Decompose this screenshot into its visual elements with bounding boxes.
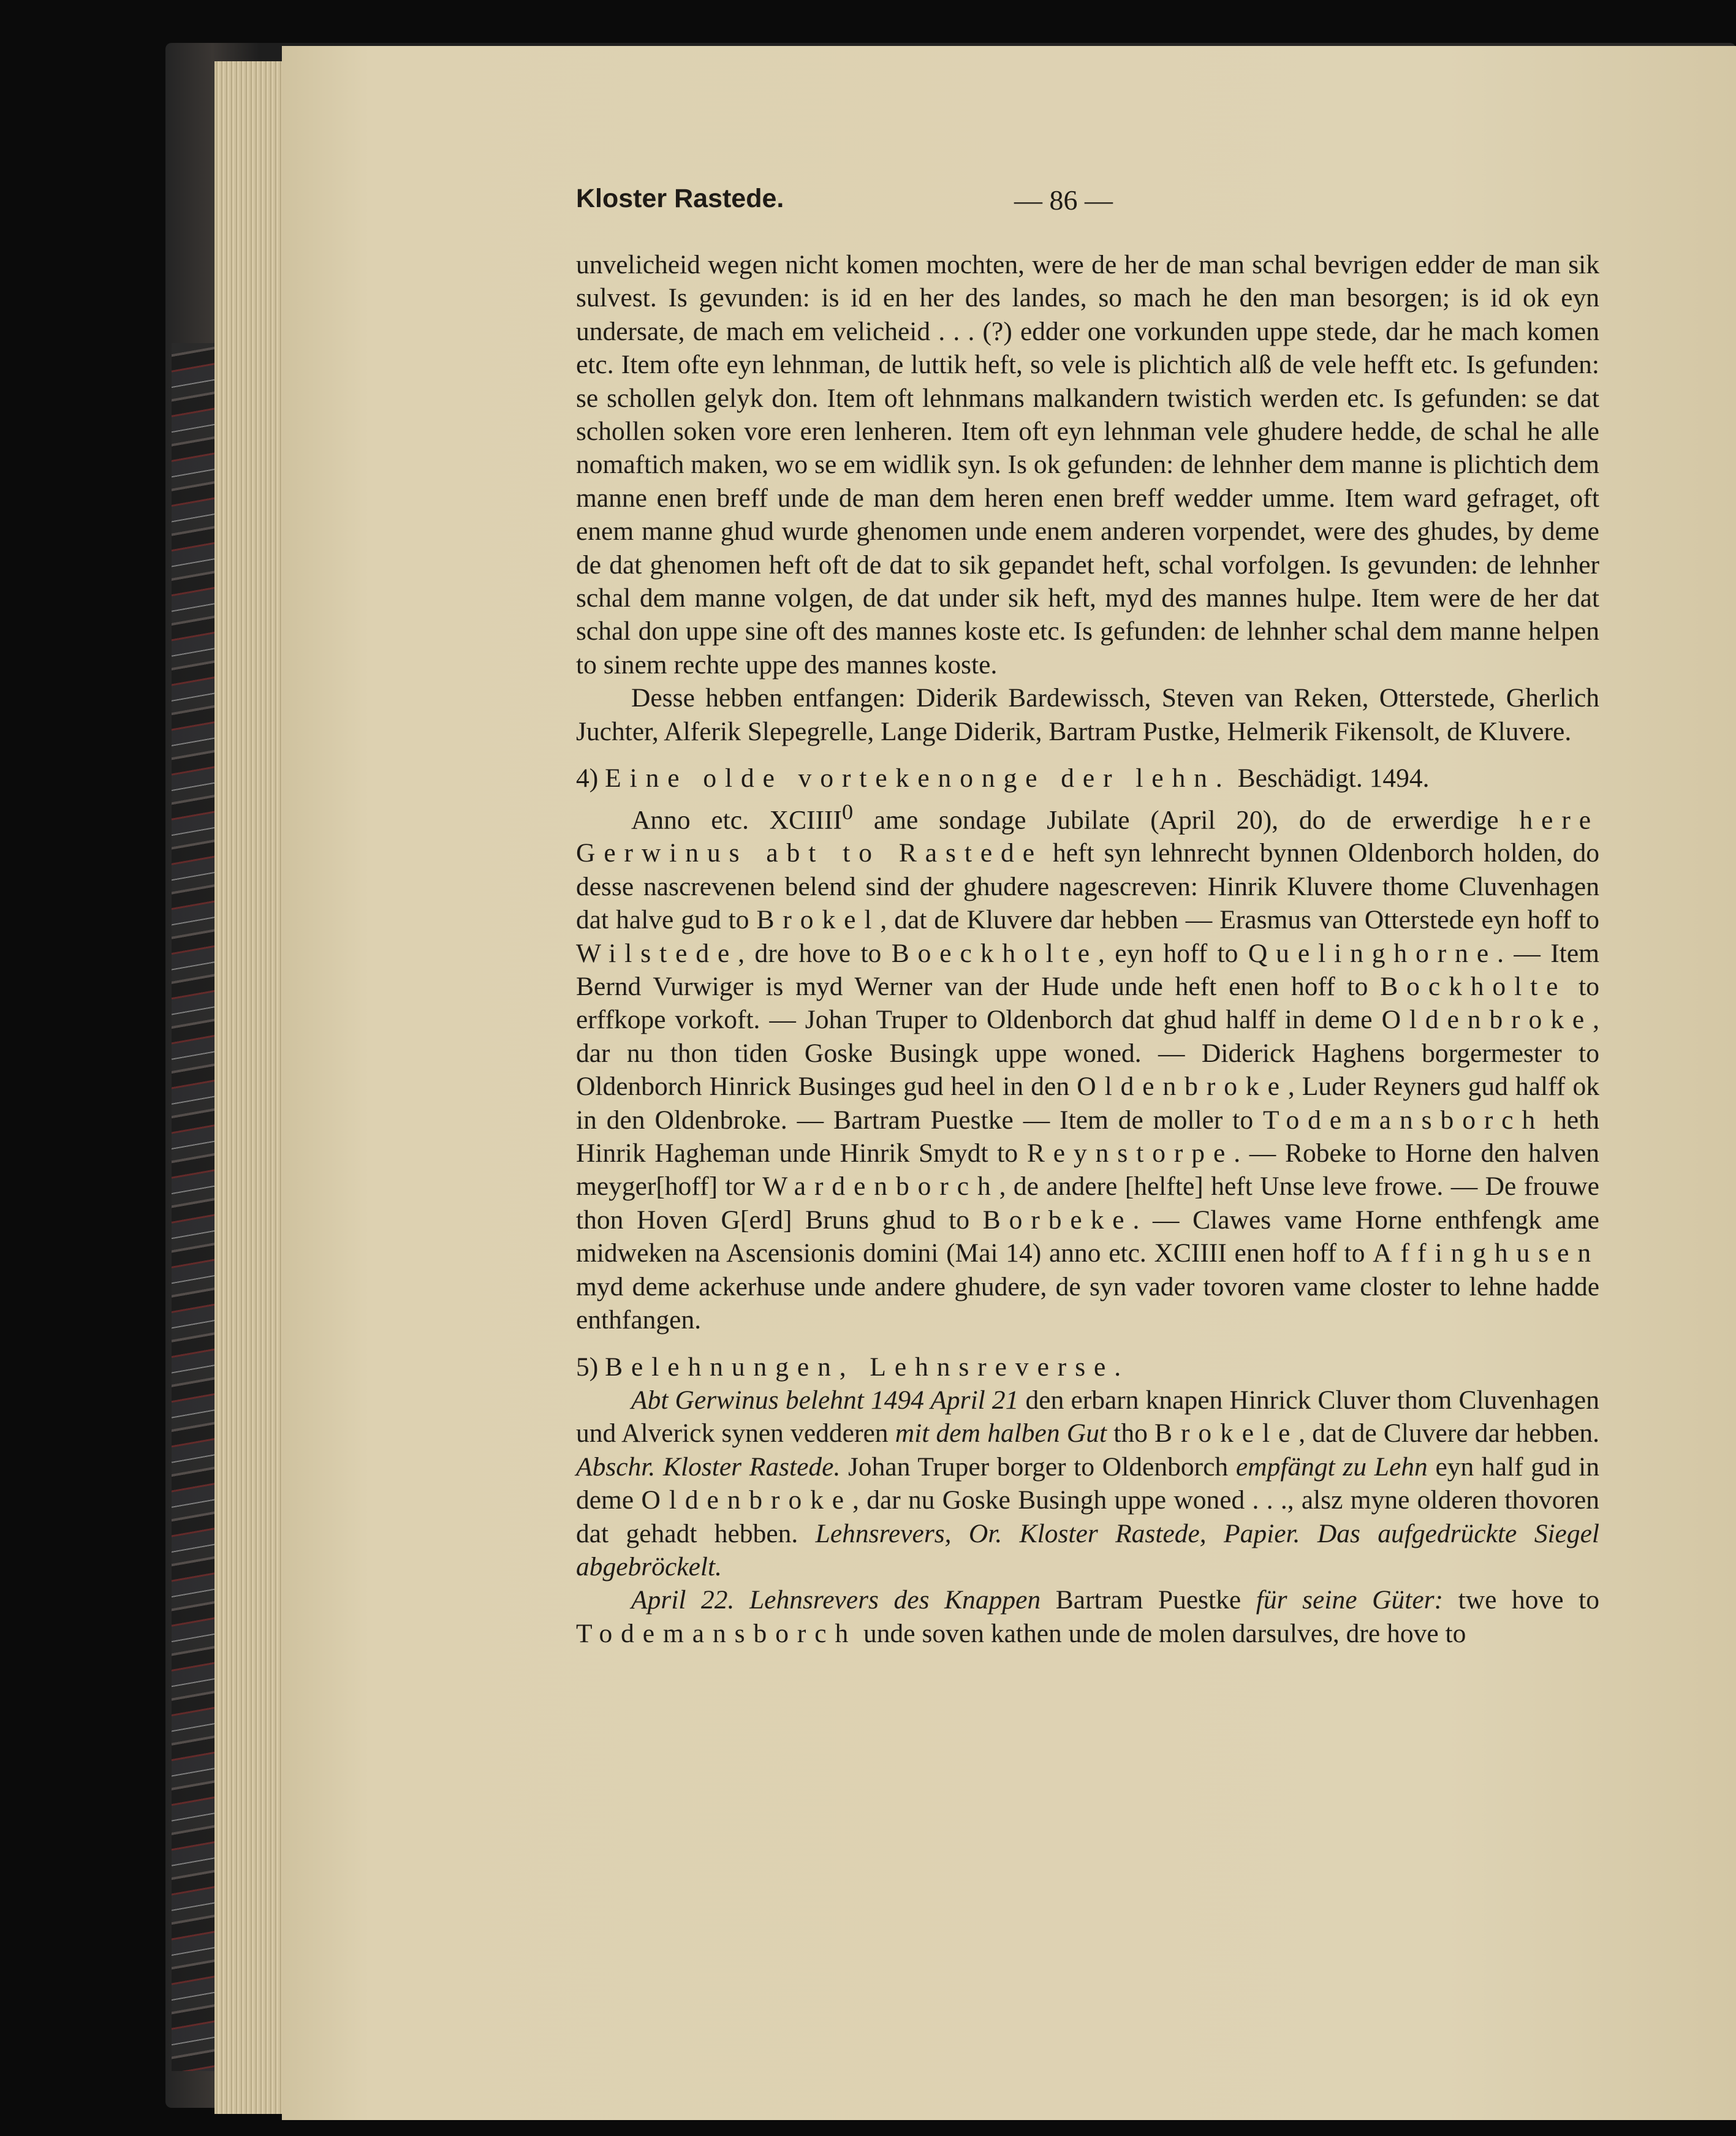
text-run: to erffkope vorkoft. — Johan Truper to Oldenborch dat ghud halff in deme [576,972,1599,1035]
section-note: Beschädigt. 1494. [1237,763,1430,793]
paragraph-4 [576,795,1599,1337]
italic-run: Abschr. Kloster Rastede. [576,1452,841,1482]
section-number: 5) [576,1352,599,1382]
text-run: twe hove to [1443,1585,1599,1615]
text-run: ame sondage Jubilate (April 20), do de erwerdige [853,805,1520,835]
text-run: tho [1107,1418,1155,1449]
italic-run: Lehnsrevers, Or. Kloster Rastede, Papier. Das aufgedrückte Siegel abgebröckelt. [576,1518,1600,1581]
text-run: Johan Truper borger to Oldenborch [840,1452,1236,1482]
spaced-place: Todemansborch [1263,1105,1544,1135]
paragraph-2: Desse hebben entfangen: Diderik Bardewissch, Steven van Reken, Otterstede, Gherlich Juchter, Alferik Slepegrelle, Lange Diderik, Bartram Pustke, Helmerik Fikensolt, de Kluvere. [576,683,1599,746]
text-run: den erbarn knapen Hinrick Cluver thom Cluvenhagen und Alverick synen vedderen [576,1385,1599,1449]
text-run: , dar nu Goske Busingh uppe woned . . ., alsz myne olderen thovoren dat gehadt hebben. [576,1485,1600,1548]
paragraph-1: unvelicheid wegen nicht komen mochten, were de her de man schal bevrigen edder de man sik sulvest. Is gevunden: is id en her des landes, so mach he den man besorgen; is id ok eyn undersate, de mach em velicheid . . . (?) edder one vorkunden uppe stede, dar he mach komen etc. Item ofte eyn lehnman, de luttik heft, so vele is plichtich alß de vele hefft etc. Is gefunden: se schollen gelyk don. Item oft lehnmans malkandern twistich werden etc. Is gefunden: se dat schollen soken vore eren lenheren. Item oft eyn lehnman vele ghudere hedde, de schal he alle nomaftich maken, wo se em widlik syn. Is ok gefunden: de lehnher dem manne is plichtich dem manne enen breff unde de man dem heren enen breff wedder umme. Item ward gefraget, oft enem manne ghud wurde ghenomen unde enem anderen vorpendet, were des ghudes, by deme de dat ghenomen heft oft de dat to sik gepandet heft, schal vorfolgen. Is gevunden: de lehnher schal dem manne volgen, de dat under sik heft, myd des mannes hulpe. Item were de her dat schal don uppe sine oft des mannes koste etc. Is gefunden: de lehnher schal dem manne helpen to sinem rechte uppe des mannes koste. [576,250,1599,680]
text-run: . — Item Bernd Vurwiger is myd Werner van der Hude unde heft enen hoff to [576,938,1599,1002]
text-run: , dar nu thon tiden Goske Busingk uppe woned. — Diderick Haghens borgermester to Oldenborch Hinrick Businges gud heel in den [576,1005,1599,1102]
section-title: Eine olde vortekenonge der lehn. [605,763,1231,793]
italic-run: empfängt zu Lehn [1235,1452,1428,1482]
body-text [576,248,1599,1650]
text-run: eyn half gud in deme [576,1452,1600,1515]
spaced-name: here Gerwinus abt to Rastede [576,805,1599,868]
spaced-place: Oldenbroke [641,1485,853,1515]
page-number: — 86 — [1014,184,1113,216]
text-run: . — Robeke to Horne den halven meyger[hoff] tor [576,1138,1600,1202]
text-run: , eyn hoff to [1098,938,1248,968]
text-run: , dre hove to [738,938,892,968]
section-number: 4) [576,763,599,793]
spaced-place: Todemansborch [576,1618,857,1648]
paragraph-5 [576,1384,1599,1583]
text-run: . — Clawes vame Horne enthfengk ame midweken na Ascensionis domini (Mai 14) anno etc. XCIIII enen hoff to [576,1205,1599,1268]
spaced-place: Oldenbroke [1077,1072,1288,1102]
superscript: 0 [842,799,854,824]
spaced-place: Bockholte [1380,972,1567,1002]
section-heading-4 [576,762,1599,795]
text-run: heft syn lehnrecht bynnen Oldenborch holden, do desse nascrevenen belend sind der ghudere nagescreven: Hinrik Kluvere thome Cluvenhagen dat halve gud to [576,838,1599,935]
italic-run: mit dem halben Gut [895,1418,1107,1449]
text-run: Anno etc. XCIIII [631,805,843,835]
spaced-place: Oldenbroke [1381,1005,1593,1035]
page-header [576,184,1599,233]
text-run: myd deme ackerhuse unde andere ghudere, de syn vader tovoren vame closter to lehne hadde enthfangen. [576,1271,1599,1335]
spaced-place: Wardenborch [762,1172,999,1202]
section-title: Belehnungen, Lehnsreverse. [605,1352,1130,1382]
spaced-place: Quelinghorne [1248,938,1498,968]
text-run: , Luder Reyners gud halff ok in den Oldenbroke. — Bartram Puestke — Item de moller to [576,1072,1599,1135]
spaced-place: Boeckholte [891,938,1098,968]
text-run: , de andere [helfte] heft Unse leve frowe. — De frouwe thon Hoven G[erd] Bruns ghud to [576,1172,1599,1235]
italic-run: Abt Gerwinus belehnt 1494 April 21 [631,1385,1019,1415]
text-run: , dat de Cluvere dar hebben. [1298,1418,1600,1449]
spaced-place: Borbeke [982,1205,1133,1235]
paragraph-6 [576,1583,1599,1650]
running-head: Kloster Rastede. [576,184,784,213]
text-run: unde soven kathen unde de molen darsulves, dre hove to [857,1618,1466,1648]
italic-run: April 22. Lehnsrevers des Knappen [631,1585,1041,1615]
italic-run: für seine Güter: [1256,1585,1444,1615]
marbled-endpaper [172,343,221,2071]
spaced-place: Reynstorpe [1026,1138,1234,1168]
section-heading-5 [576,1350,1599,1384]
spaced-place: Brokele [1154,1418,1299,1449]
spaced-place: Wilstede [576,938,738,968]
spaced-place: Brokel [756,905,881,935]
spaced-place: Affinghusen [1373,1238,1599,1268]
text-run: heth Hinrik Hagheman unde Hinrik Smydt to [576,1105,1599,1168]
text-run: , dat de Kluvere dar hebben — Erasmus van Otterstede eyn hoff to [880,905,1599,935]
text-run: Bartram Puestke [1040,1585,1256,1615]
